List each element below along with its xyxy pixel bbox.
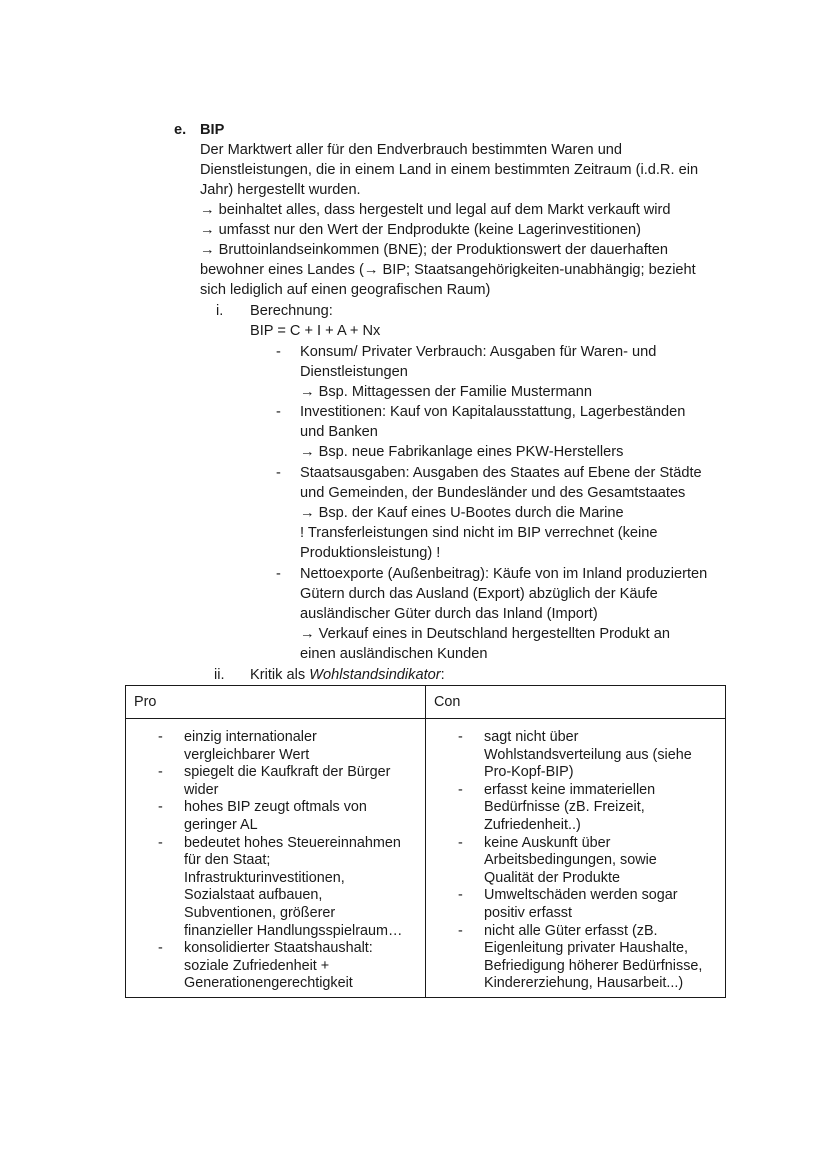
definition-line: → beinhaltet alles, dass hergestelt und legal auf dem Markt verkauft wird [200,202,671,218]
list-bullet: - [458,781,463,798]
pro-header: Pro [126,686,426,719]
list-item [458,887,702,922]
list-item-text: hohes BIP zeugt oftmals von geringer AL [184,799,367,833]
con-list [458,729,703,993]
list-item-text: keine Auskunft über Arbeitsbedingungen, sowie Qualität der Produkte [484,834,657,886]
list-item-line: Dienstleistungen [300,364,408,380]
list-item [158,799,402,834]
definition-line: Jahr) hergestellt wurden. [200,182,361,198]
list-item-line: → Bsp. Mittagessen der Familie Mustermann [300,384,592,400]
definition-line: sich lediglich auf einen geografischen Raum) [200,282,491,298]
definition-line: Der Marktwert aller für den Endverbrauch bestimmten Waren und [200,142,623,158]
definition-line: → umfasst nur den Wert der Endprodukte (keine Lagerinvestitionen) [200,222,642,238]
list-item-line: und Gemeinden, der Bundesländer und des Gesamtstaates [300,485,686,501]
pro-column [126,719,426,998]
formula: BIP = C + I + A + Nx [250,323,381,339]
list-item-line: Staatsausgaben: Ausgaben des Staates auf Ebene der Städte [300,465,702,481]
subsection-marker: ii. [214,667,225,683]
list-item [458,834,702,888]
list-item-line: → Bsp. der Kauf eines U-Bootes durch die Marine [300,505,624,521]
list-item [458,781,702,835]
list-item-text: erfasst keine immateriellen Bedürfnisse (zB. Freizeit, Zufriedenheit..) [484,781,656,833]
list-item-text: sagt nicht über Wohlstandsverteilung aus (siehe Pro-Kopf-BIP) [484,729,692,781]
con-header: Con [426,686,726,719]
list-item-text: einzig internationaler vergleichbarer Wert [184,729,317,763]
section-title: BIP [200,122,225,138]
list-item [158,764,402,799]
list-bullet: - [458,834,463,851]
list-item-line: ausländischer Güter durch das Inland (Import) [300,606,598,622]
list-item-line: einen ausländischen Kunden [300,646,488,662]
list-item-line: Nettoexporte (Außenbeitrag): Käufe von im Inland produzierten [300,566,708,582]
definition-line: → Bruttoinlandseinkommen (BNE); der Produktionswert der dauerhaften [200,242,669,258]
list-bullet: - [276,566,281,582]
list-bullet: - [458,729,463,745]
list-bullet: - [276,465,281,481]
list-bullet: - [158,940,163,957]
list-bullet: - [276,344,281,360]
title-prefix: Kritik als [250,667,310,683]
list-item-text: bedeutet hohes Steuereinnahmen für den Staat; Infrastrukturinvestitionen, Sozialstaat aufbauen, Subventionen, größerer finanzieller Handlungsspielraum… [184,834,403,939]
list-item-text: spiegelt die Kaufkraft der Bürger wider [184,764,391,798]
list-item [458,922,703,993]
list-item-line: Produktionsleistung) ! [300,545,441,561]
list-item [158,940,402,993]
pro-list [158,729,403,993]
list-item-text: konsolidierter Staatshaushalt: soziale Zufriedenheit + Generationengerechtigkeit [184,940,373,992]
list-item-line: Investitionen: Kauf von Kapitalausstattung, Lagerbeständen [300,404,686,420]
pro-con-table [125,685,726,998]
list-item [158,834,403,941]
title-italic: Wohlstandsindikator [309,667,441,683]
list-bullet: - [458,887,463,904]
list-bullet: - [276,404,281,420]
list-item-line: → Bsp. neue Fabrikanlage eines PKW-Herstellers [300,444,624,460]
list-item-text: Umweltschäden werden sogar positiv erfasst [484,887,678,921]
list-item-line: → Verkauf eines in Deutschland hergestellten Produkt an [300,626,670,642]
definition-line: bewohner eines Landes (→ BIP; Staatsangehörigkeiten-unabhängig; bezieht [200,262,696,278]
title-suffix: : [440,667,445,683]
subsection-title: Berechnung: [250,303,333,319]
list-item [158,729,402,764]
subsection-marker: i. [216,303,224,319]
list-bullet: - [458,922,463,939]
subsection-title [250,665,445,685]
list-bullet: - [158,729,163,745]
list-bullet: - [158,834,163,851]
list-item-line: und Banken [300,424,378,440]
definition-line: Dienstleistungen, die in einem Land in einem bestimmten Zeitraum (i.d.R. ein [200,162,699,178]
list-item-line: ! Transferleistungen sind nicht im BIP verrechnet (keine [300,525,658,541]
section-marker: e. [174,122,187,138]
list-item-line: Gütern durch das Ausland (Export) abzüglich der Käufe [300,586,658,602]
list-item-text: nicht alle Güter erfasst (zB. Eigenleitung privater Haushalte, Befriedigung höherer Bedürfnisse, Kindererziehung, Hausarbeit...) [484,922,703,992]
list-bullet: - [158,764,163,781]
con-column [426,719,726,998]
list-item [458,729,702,782]
list-item-line: Konsum/ Privater Verbrauch: Ausgaben für Waren- und [300,344,657,360]
list-bullet: - [158,799,163,816]
